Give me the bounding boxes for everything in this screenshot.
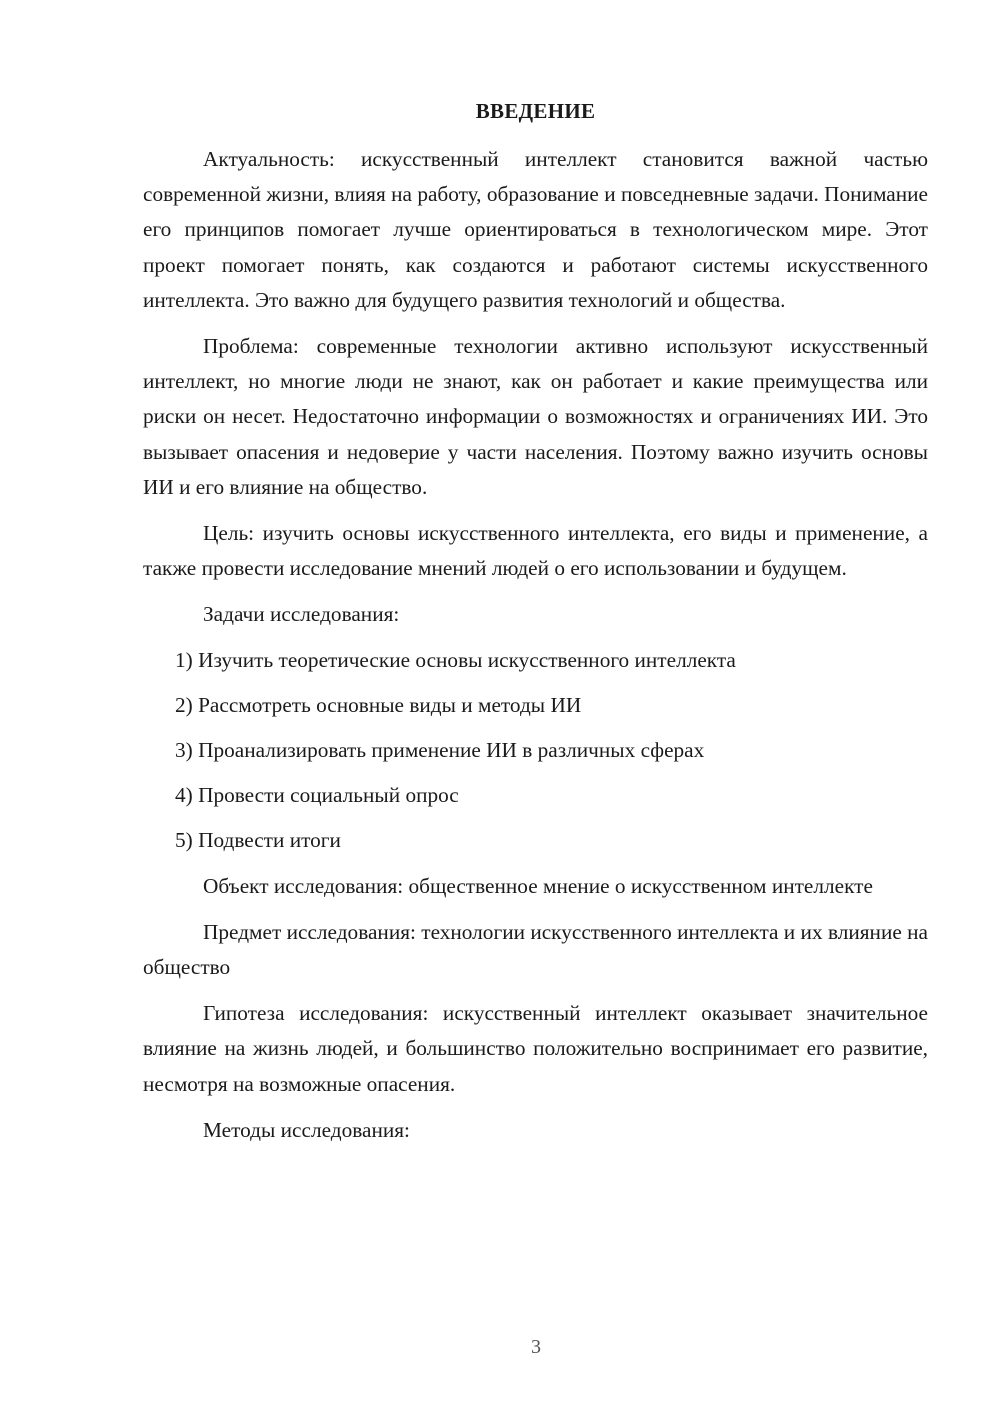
task-item-5: 5) Подвести итоги bbox=[175, 828, 341, 853]
object-paragraph: Объект исследования: общественное мнение о искусственном интеллекте bbox=[203, 873, 873, 898]
page-number: 3 bbox=[531, 1336, 541, 1358]
problem-paragraph: Проблема: современные технологии активно используют искусственный интеллект, но многие люди не знают, как он работает и какие преимущества или риски он несет. Недостаточно информации о возможностях и ограничениях ИИ. Это вызывает опасения и недоверие у части населения. Поэтому важно изучить основы ИИ и его влияние на общество. bbox=[143, 334, 928, 499]
task-item-2: 2) Рассмотреть основные виды и методы ИИ bbox=[175, 692, 582, 717]
methods-heading: Методы исследования: bbox=[203, 1117, 410, 1142]
goal-paragraph: Цель: изучить основы искусственного интеллекта, его виды и применение, а также провести исследование мнений людей о его использовании и будущем. bbox=[143, 521, 928, 581]
task-item-4: 4) Провести социальный опрос bbox=[175, 783, 459, 808]
subject-paragraph: Предмет исследования: технологии искусственного интеллекта и их влияние на общество bbox=[143, 919, 928, 980]
relevance-paragraph: Актуальность: искусственный интеллект становится важной частью современной жизни, влияя на работу, образование и повседневные задачи. Понимание его принципов помогает лучше ориентироваться в технологическом мире. Этот проект помогает понять, как создаются и работают системы искусственного интеллекта. Это важно для будущего развития технологий и общества. bbox=[143, 147, 928, 312]
hypothesis-paragraph: Гипотеза исследования: искусственный интеллект оказывает значительное влияние на жизнь людей, и большинство положительно воспринимает его развитие, несмотря на возможные опасения. bbox=[143, 1001, 928, 1096]
tasks-heading: Задачи исследования: bbox=[203, 602, 400, 627]
page-content bbox=[143, 95, 928, 1158]
page-title: ВВЕДЕНИЕ bbox=[475, 99, 596, 123]
task-item-1: 1) Изучить теоретические основы искусственного интеллекта bbox=[175, 647, 736, 672]
task-item-3: 3) Проанализировать применение ИИ в различных сферах bbox=[175, 738, 705, 763]
tasks-list bbox=[143, 643, 928, 859]
